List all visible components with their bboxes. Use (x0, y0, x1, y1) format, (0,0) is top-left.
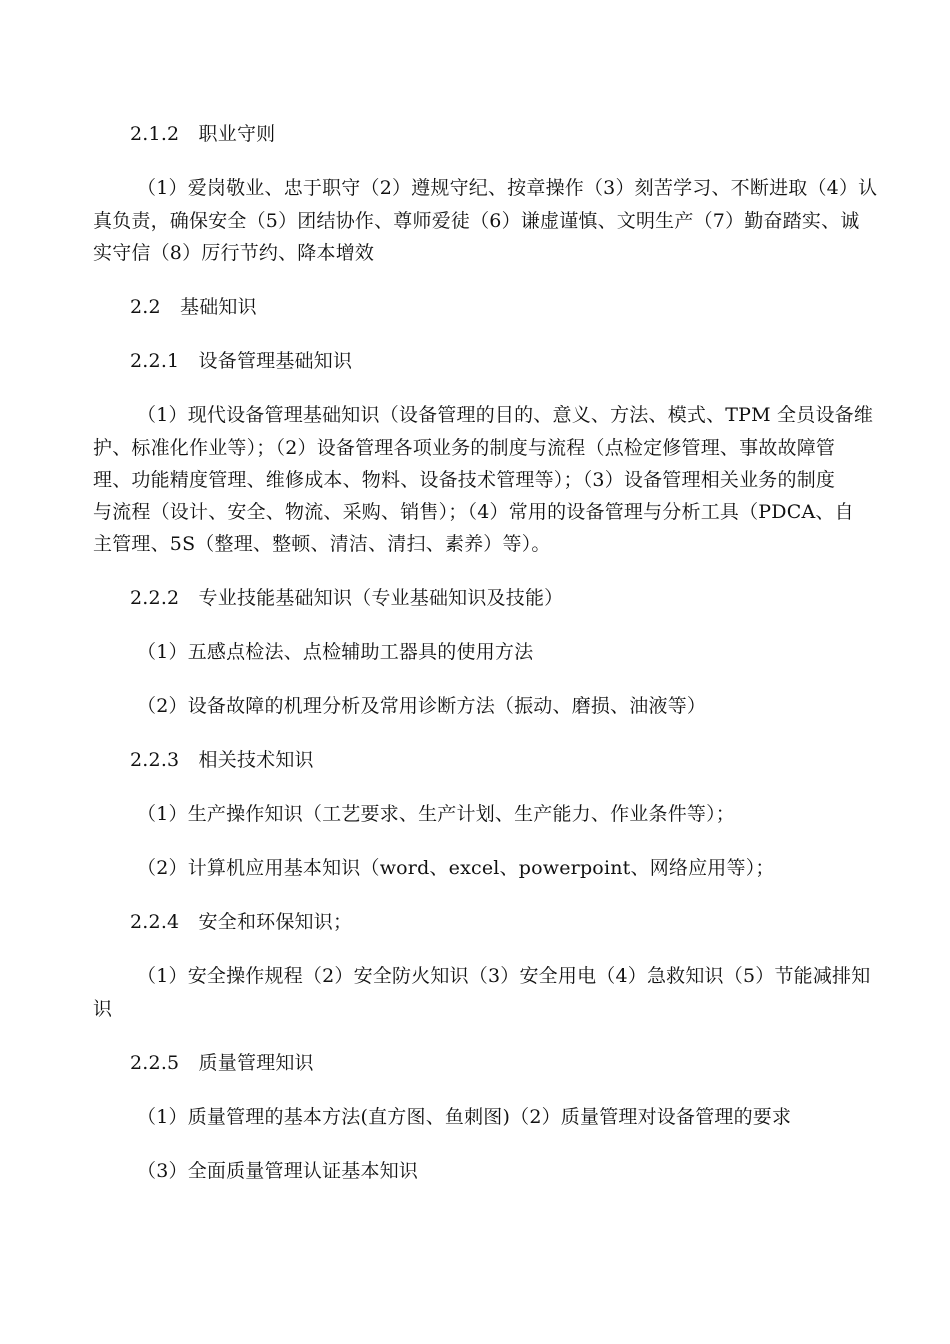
paragraph-line: （1）爱岗敬业、忠于职守（2）遵规守纪、按章操作（3）刻苦学习、不断进取（4）认 (137, 177, 878, 199)
paragraph-line: 理、功能精度管理、维修成本、物料、设备技术管理等）；（3）设备管理相关业务的制度 (93, 469, 836, 491)
paragraph-line: （1）安全操作规程（2）安全防火知识（3）安全用电（4）急救知识（5）节能减排知 (137, 965, 871, 987)
section-heading-2-2-4: 2.2.4 安全和环保知识； (130, 911, 353, 933)
section-heading-2-2-2: 2.2.2 专业技能基础知识（专业基础知识及技能） (130, 587, 564, 609)
paragraph-line: 真负责，确保安全（5）团结协作、尊师爱徒（6）谦虚谨慎、文明生产（7）勤奋踏实、诚 (93, 210, 860, 232)
paragraph-line: （1）五感点检法、点检辅助工器具的使用方法 (137, 641, 534, 663)
paragraph-line: （2）计算机应用基本知识（word、excel、powerpoint、网络应用等）； (137, 857, 775, 879)
paragraph-line: （2）设备故障的机理分析及常用诊断方法（振动、磨损、油液等） (137, 695, 707, 717)
section-heading-2-2: 2.2 基础知识 (130, 296, 257, 318)
paragraph-line: 主管理、5S（整理、整顿、清洁、清扫、素养）等）。 (93, 533, 551, 555)
paragraph-line: （1）生产操作知识（工艺要求、生产计划、生产能力、作业条件等）； (137, 803, 735, 825)
paragraph-line: 实守信（8）厉行节约、降本增效 (93, 242, 375, 264)
section-heading-2-2-1: 2.2.1 设备管理基础知识 (130, 350, 353, 372)
paragraph-line: 识 (93, 998, 113, 1020)
section-heading-2-1-2: 2.1.2 职业守则 (130, 123, 276, 145)
section-heading-2-2-5: 2.2.5 质量管理知识 (130, 1052, 314, 1074)
paragraph-line: （1）现代设备管理基础知识（设备管理的目的、意义、方法、模式、TPM 全员设备维 (137, 404, 874, 426)
paragraph-line: 护、标准化作业等）；（2）设备管理各项业务的制度与流程（点检定修管理、事故故障管 (93, 437, 836, 459)
paragraph-line: 与流程（设计、安全、物流、采购、销售）；（4）常用的设备管理与分析工具（PDCA、自 (93, 501, 854, 523)
paragraph-line: （3）全面质量管理认证基本知识 (137, 1160, 419, 1182)
section-heading-2-2-3: 2.2.3 相关技术知识 (130, 749, 314, 771)
paragraph-line: （1）质量管理的基本方法(直方图、鱼刺图)（2）质量管理对设备管理的要求 (137, 1106, 792, 1128)
